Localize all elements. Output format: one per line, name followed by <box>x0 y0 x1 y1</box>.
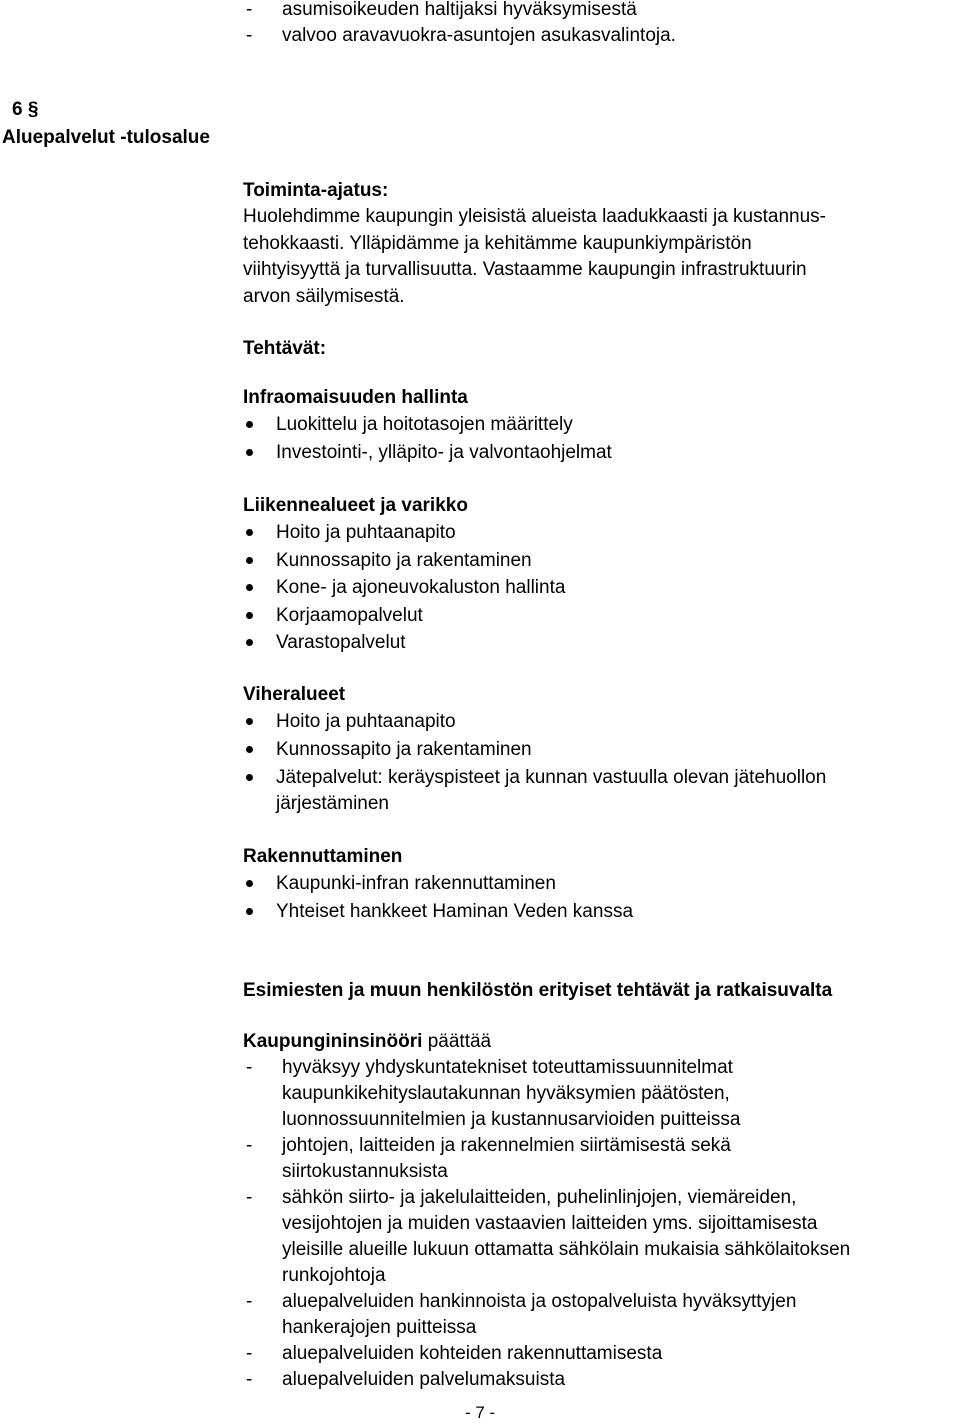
group-title-green: Viheralueet <box>243 684 346 705</box>
bullet-icon <box>246 612 253 619</box>
authority-role: Kaupungininsinööri päättää <box>243 1031 492 1052</box>
section-title: Aluepalvelut -tulosalue <box>2 127 210 148</box>
group-title-traffic: Liikennealueet ja varikko <box>243 495 468 516</box>
bullet-icon <box>246 774 253 781</box>
bullet-icon <box>246 746 253 753</box>
list-item-continuation: järjestäminen <box>276 793 389 814</box>
mission-heading: Toiminta-ajatus: <box>243 180 389 201</box>
bullet-icon <box>246 584 253 591</box>
section-number: 6 § <box>12 99 39 120</box>
group-title-construction: Rakennuttaminen <box>243 846 403 867</box>
section-symbol: § <box>27 99 39 120</box>
bullet-icon <box>246 908 253 915</box>
authority-item-1-line-3: luonnossuunnitelmien ja kustannusarvioiden puitteissa <box>282 1109 741 1130</box>
bullet-icon <box>246 718 253 725</box>
bullet-icon <box>246 639 253 646</box>
bullet-icon <box>246 557 253 564</box>
bullet-icon <box>246 880 253 887</box>
authority-item-1-line-2: kaupunkikehityslautakunnan hyväksymien päätösten, <box>282 1083 730 1104</box>
page-number: - 7 - <box>465 1403 496 1422</box>
authority-item-3-line-2: vesijohtojen ja muiden vastaavien laitteiden yms. sijoittamisesta <box>282 1213 818 1234</box>
authority-heading: Esimiesten ja muun henkilöstön erityiset tehtävät ja ratkaisuvalta <box>243 980 833 1001</box>
authority-item-2-line-2: siirtokustannuksista <box>282 1161 448 1182</box>
tasks-heading: Tehtävät: <box>243 338 327 359</box>
bullet-icon <box>246 421 253 428</box>
authority-item-3-line-4: runkojohtoja <box>282 1265 386 1286</box>
bullet-icon <box>246 529 253 536</box>
authority-item-4-line-2: hankerajojen puitteissa <box>282 1317 477 1338</box>
group-title-infra: Infraomaisuuden hallinta <box>243 387 468 408</box>
authority-item-3-line-3: yleisille alueille lukuun ottamatta sähkölain mukaisia sähkölaitoksen <box>282 1239 851 1260</box>
mission-text: Huolehdimme kaupungin yleisistä alueista laadukkaasti ja kustannus- tehokkaasti. Ylläpidämme ja kehitämme kaupunkiympäristön viihtyisyyttä ja turvallisuutta. Vastaamme kaupungin infrastruktuurin arvon säilymisestä. <box>243 206 826 307</box>
bullet-icon <box>246 449 253 456</box>
